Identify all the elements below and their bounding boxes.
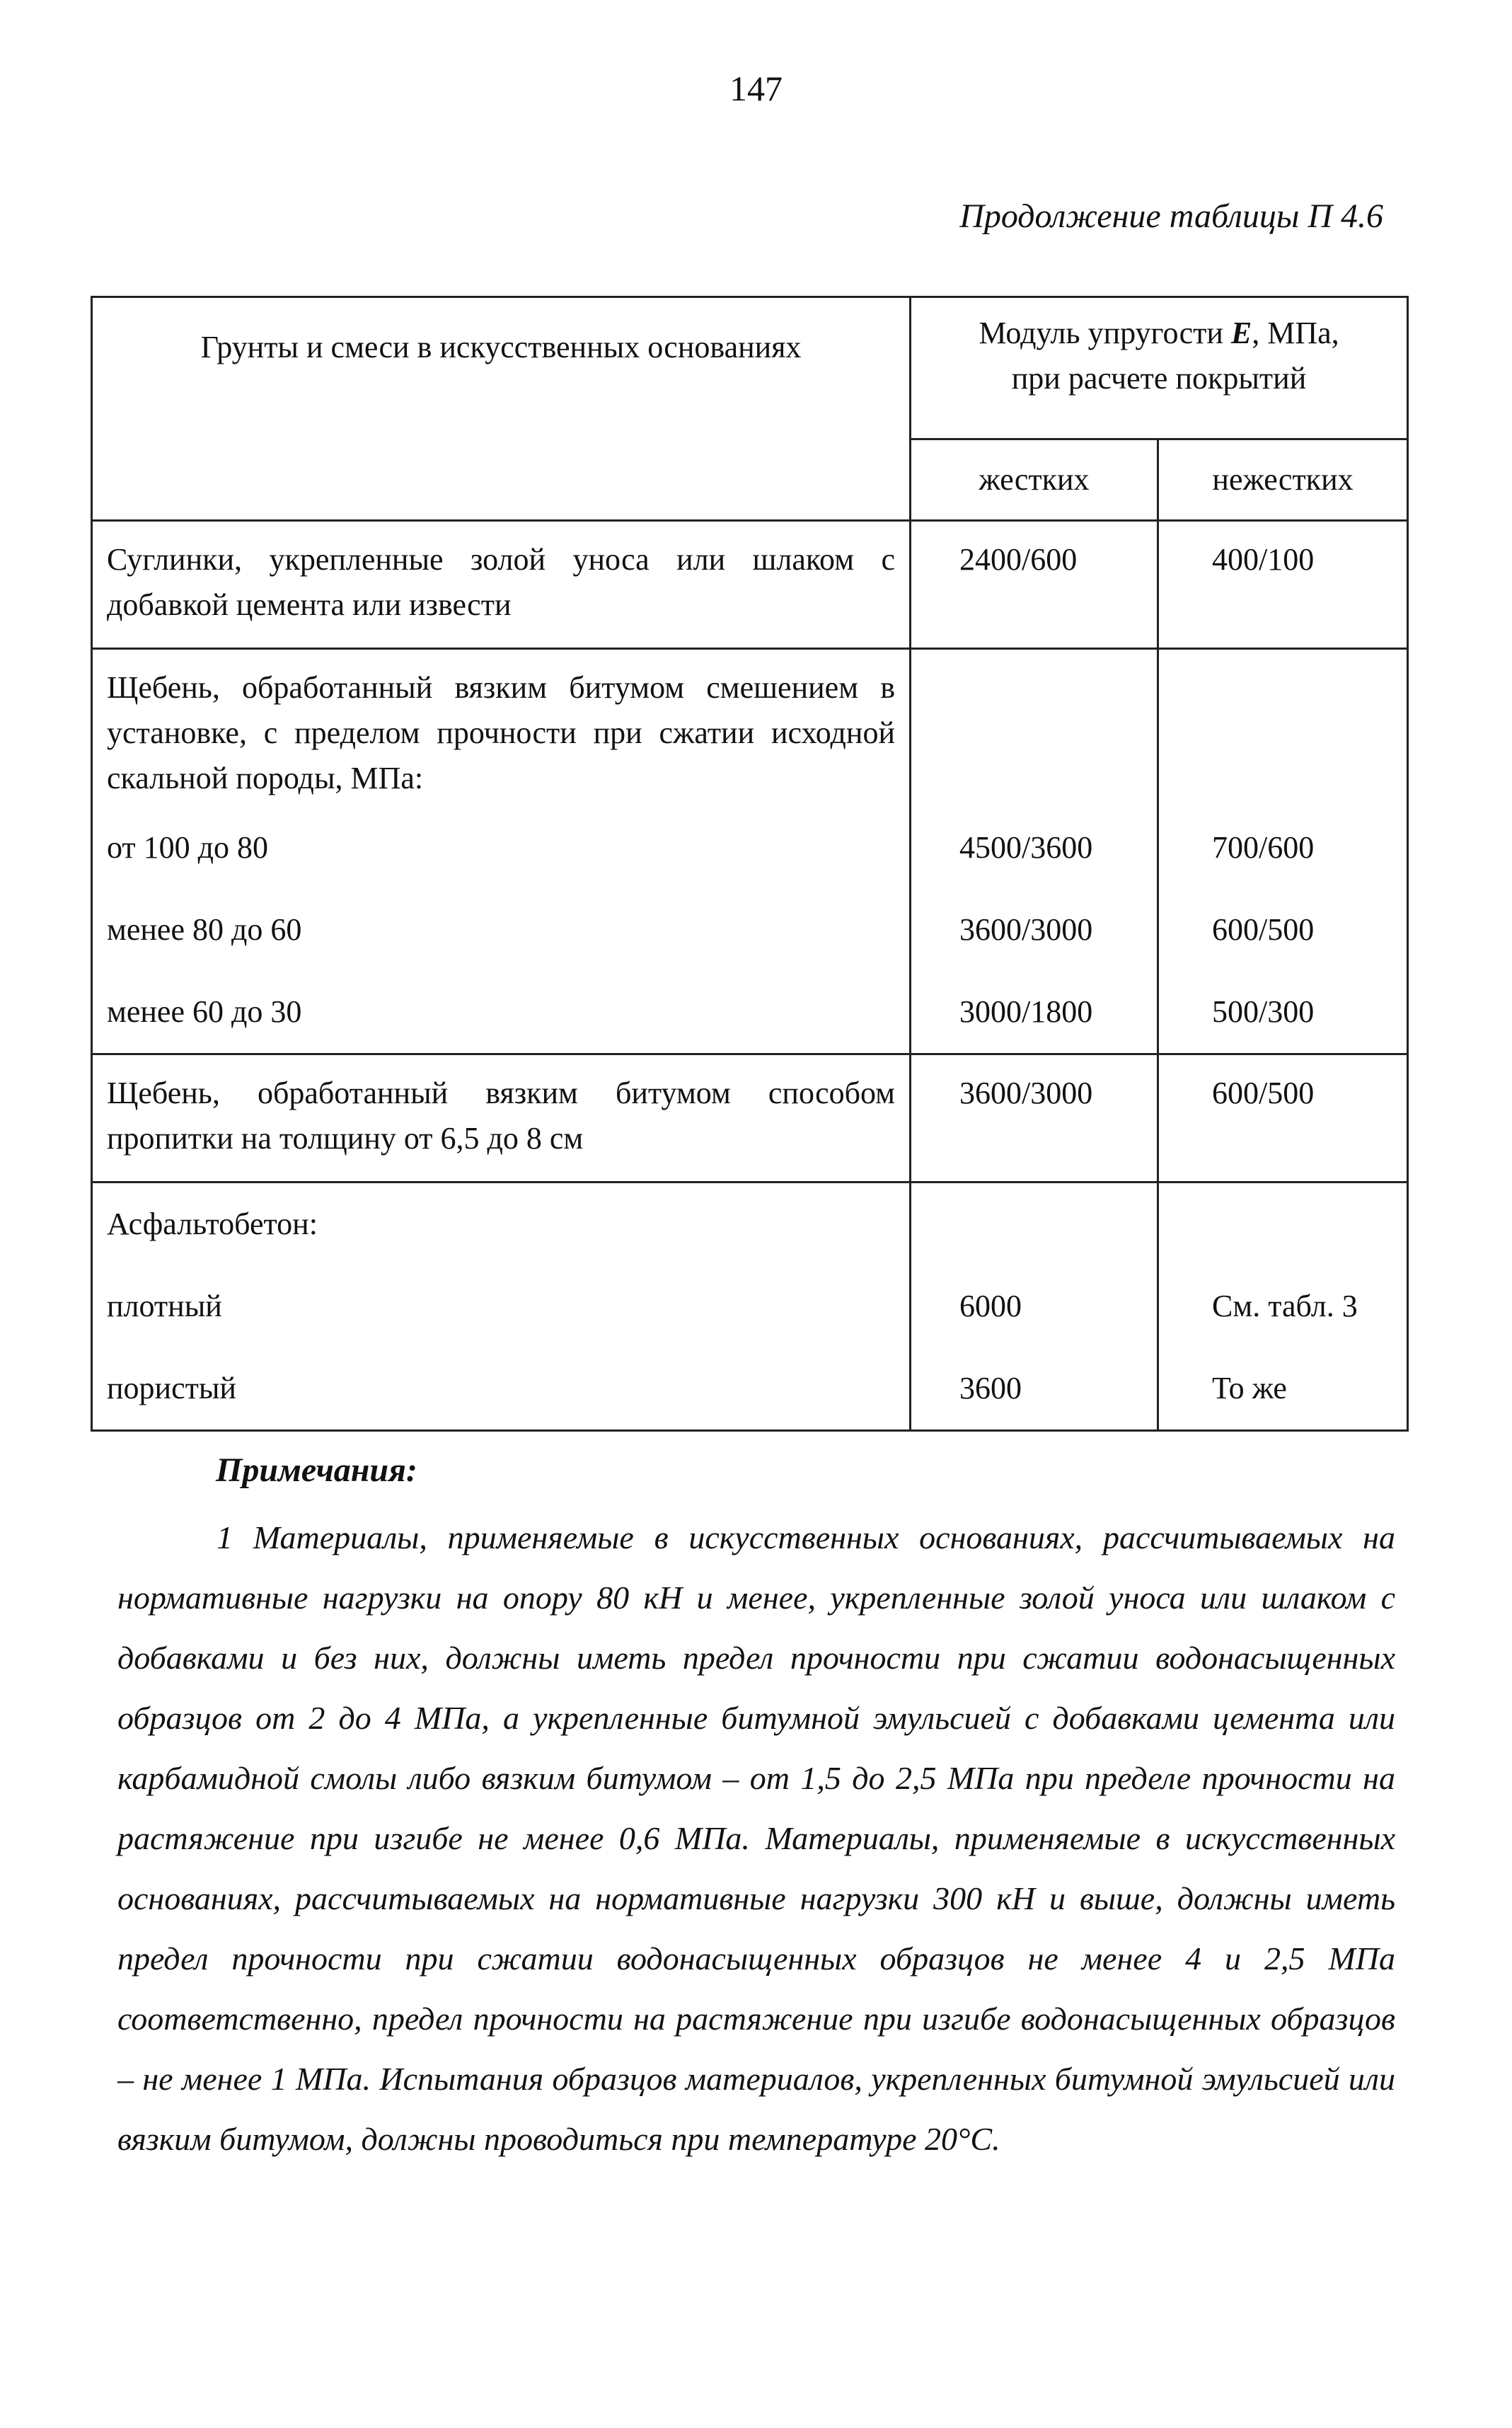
header-nonrigid: нежестких	[1158, 439, 1408, 521]
subrow-rigid-value: 6000	[911, 1265, 1158, 1347]
row-rigid-value: 3600/3000	[911, 1054, 1158, 1183]
table-subrow	[92, 971, 1408, 1054]
table-row	[92, 1183, 1408, 1266]
table-row	[92, 649, 1408, 807]
row-material: Суглинки, укрепленные золой уноса или шлаком с добавкой цемента или извести	[92, 521, 911, 649]
subrow-nonrigid-value: См. табл. 3	[1158, 1265, 1408, 1347]
row-nonrigid-value: 400/100	[1158, 521, 1408, 649]
row-material: Щебень, обработанный вязким битумом способом пропитки на толщину от 6,5 до 8 см	[92, 1054, 911, 1183]
table-continuation-label: Продолжение таблицы П 4.6	[959, 197, 1383, 235]
row-material: Асфальтобетон:	[92, 1183, 911, 1266]
header-rigid: жестких	[911, 439, 1158, 521]
subrow-nonrigid-value: То же	[1158, 1347, 1408, 1431]
subrow-nonrigid-value: 700/600	[1158, 807, 1408, 889]
row-rigid-value: 2400/600	[911, 521, 1158, 649]
subrow-label: плотный	[92, 1265, 911, 1347]
subrow-label: от 100 до 80	[92, 807, 911, 889]
table-row	[92, 521, 1408, 649]
subrow-label: пористый	[92, 1347, 911, 1431]
subrow-nonrigid-value: 600/500	[1158, 889, 1408, 971]
notes-title: Примечания:	[216, 1451, 417, 1489]
row-material: Щебень, обработанный вязким битумом смешением в установке, с пределом прочности при сжатии исходной скальной породы, МПа:	[92, 649, 911, 807]
header-materials: Грунты и смеси в искусственных основаниях	[92, 297, 911, 521]
row-nonrigid-value: 600/500	[1158, 1054, 1408, 1183]
table-subrow	[92, 1347, 1408, 1431]
subrow-rigid-value: 3600/3000	[911, 889, 1158, 971]
subrow-rigid-value: 3000/1800	[911, 971, 1158, 1054]
header-modulus	[911, 297, 1408, 439]
elastic-modulus-table	[91, 296, 1409, 1432]
subrow-label: менее 80 до 60	[92, 889, 911, 971]
subrow-rigid-value: 3600	[911, 1347, 1158, 1431]
page-number: 147	[729, 69, 783, 108]
header-modulus-line2: при расчете покрытий	[1011, 361, 1307, 396]
table-subrow	[92, 807, 1408, 889]
table-row	[92, 1054, 1408, 1183]
subrow-label: менее 60 до 30	[92, 971, 911, 1054]
header-modulus-line1: Модуль упругости Е, МПа,	[979, 316, 1339, 350]
subrow-rigid-value: 4500/3600	[911, 807, 1158, 889]
notes-text: 1 Материалы, применяемые в искусственных основаниях, рассчитываемых на нормативные нагрузки на опору 80 кН и менее, укрепленные золой уноса или шлаком с добавками и без них, должны иметь предел прочности при сжатии водонасыщенных образцов от 2 до 4 МПа, а укрепленные битумной эмульсией с добавками цемента или карбамидной смолы либо вязким битумом – от 1,5 до 2,5 МПа при пределе прочности на растяжение при изгибе не менее 0,6 МПа. Материалы, применяемые в искусственных основаниях, рассчитываемых на нормативные нагрузки 300 кН и выше, должны иметь предел прочности при сжатии водонасыщенных образцов не менее 4 и 2,5 МПа соответственно, предел прочности на растяжение при изгибе водонасыщенных образцов – не менее 1 МПа. Испытания образцов материалов, укрепленных битумной эмульсией или вязким битумом, должны проводиться при температуре 20°С.	[117, 1519, 1395, 2157]
table-subrow	[92, 889, 1408, 971]
subrow-nonrigid-value: 500/300	[1158, 971, 1408, 1054]
table-subrow	[92, 1265, 1408, 1347]
